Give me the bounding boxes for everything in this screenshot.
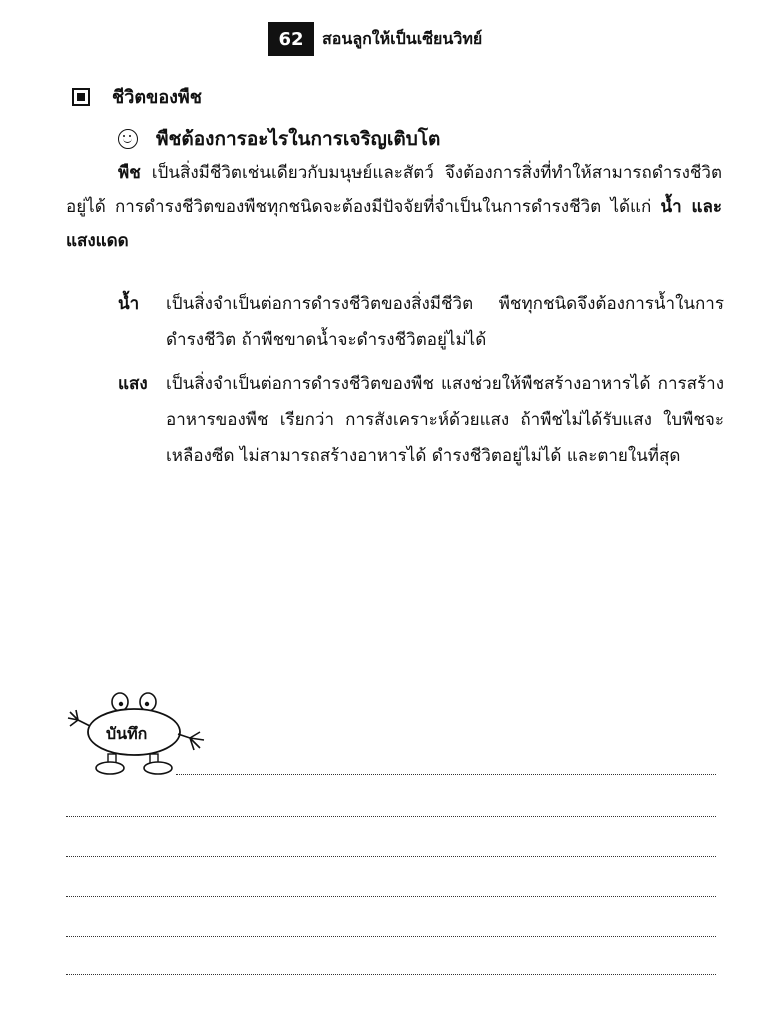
definition-term: แสง xyxy=(118,374,148,394)
subheading-text: พืชต้องการอะไรในการเจริญเติบโต xyxy=(156,128,441,150)
intro-text: เป็นสิ่งมีชีวิตเช่นเดียวกับมนุษย์และสัตว์ จึงต้องการสิ่งที่ทำให้สามารถดำรงชีวิตอยู่ได้ การดำรงชีวิตของพืชทุกชนิดจะต้องมีปัจจัยที่จำเป็นในการดำรงชีวิต ได้แก่ xyxy=(66,163,722,217)
smiley-icon xyxy=(118,129,138,149)
notes-mascot xyxy=(66,688,216,780)
definition-water xyxy=(118,286,724,358)
note-line xyxy=(66,816,716,817)
book-title: สอนลูกให้เป็นเซียนวิทย์ xyxy=(322,28,483,48)
note-line xyxy=(66,896,716,897)
subheading xyxy=(118,124,440,154)
intro-factors: น้ำ และแสงแดด xyxy=(66,197,722,251)
section-title: ชีวิตของพืช xyxy=(112,87,202,108)
note-line xyxy=(66,936,716,937)
intro-lead: พืช xyxy=(118,163,141,183)
definition-text: เป็นสิ่งจำเป็นต่อการดำรงชีวิตของสิ่งมีชีวิต พืชทุกชนิดจึงต้องการน้ำในการดำรงชีวิต ถ้าพืชขาดน้ำจะดำรงชีวิตอยู่ไม่ได้ xyxy=(166,294,724,350)
intro-paragraph xyxy=(66,156,722,258)
definition-light xyxy=(118,366,724,474)
page-header xyxy=(268,22,482,56)
definition-term: น้ำ xyxy=(118,294,140,314)
note-line xyxy=(66,856,716,857)
notes-label: บันทึก xyxy=(106,724,148,743)
definition-text: เป็นสิ่งจำเป็นต่อการดำรงชีวิตของพืช แสงช่วยให้พืชสร้างอาหารได้ การสร้างอาหารของพืช เรียกว่า การสังเคราะห์ด้วยแสง ถ้าพืชไม่ได้รับแสง ใบพืชจะเหลืองซีด ไม่สามารถสร้างอาหารได้ ดำรงชีวิตอยู่ไม่ได้ และตายในที่สุด xyxy=(166,374,724,466)
notes-area xyxy=(0,688,768,1008)
note-line xyxy=(66,974,716,975)
section-heading xyxy=(72,82,202,111)
square-bullet-icon xyxy=(72,88,90,106)
page-number: 62 xyxy=(268,22,314,56)
note-line xyxy=(176,774,716,775)
